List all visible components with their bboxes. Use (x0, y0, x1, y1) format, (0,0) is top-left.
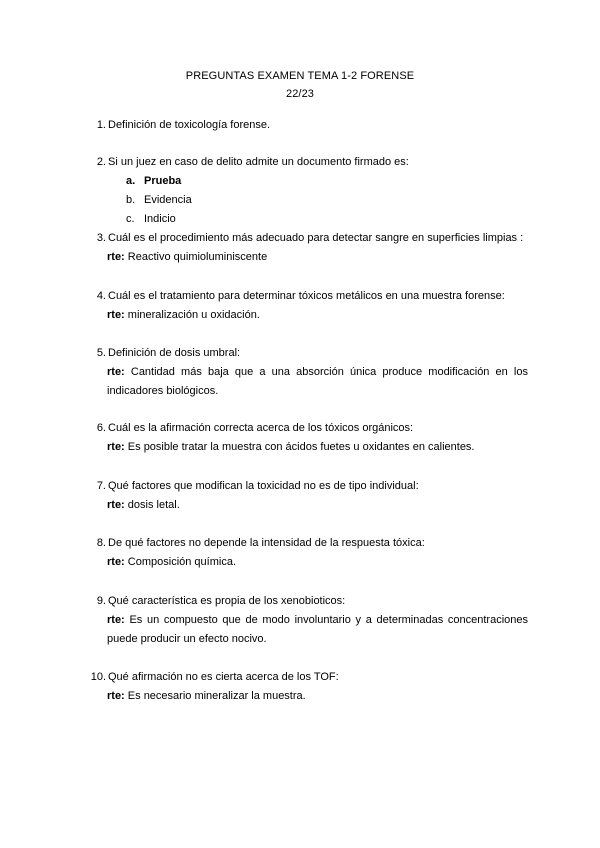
answer-6 (107, 437, 528, 457)
question-number: 8. (96, 537, 106, 549)
answer-text: Es necesario mineralizar la muestra. (127, 690, 306, 702)
answer-label: rte: (107, 251, 125, 263)
answer-text: Es un compuesto que de modo involuntario y a determinadas concentraciones (129, 614, 528, 626)
question-text: Cuál es el procedimiento más adecuado para detectar sangre en superficies limpias : (108, 232, 524, 244)
document-year: 22/23 (285, 88, 315, 100)
question-text: De qué factores no depende la intensidad de la respuesta tóxica: (108, 537, 425, 549)
option-text: Evidencia (144, 194, 192, 206)
answer-label: rte: (107, 309, 125, 321)
question-text: Cuál es la afirmación correcta acerca de los tóxicos orgánicos: (108, 422, 414, 434)
question-number: 6. (96, 422, 106, 434)
option-text: Indicio (144, 213, 176, 225)
answer-3 (107, 247, 528, 267)
question-text: Definición de dosis umbral: (108, 347, 241, 359)
option-letter: c. (126, 213, 135, 225)
answer-label: rte: (107, 366, 125, 378)
answer-label: rte: (107, 441, 125, 453)
answer-text: Reactivo quimioluminiscente (127, 251, 268, 263)
answer-9-line-2: puede producir un efecto nocivo. (107, 633, 267, 645)
option-a (126, 172, 181, 191)
question-text: Qué factores que modifican la toxicidad no es de tipo individual: (108, 480, 419, 492)
answer-label: rte: (107, 690, 125, 702)
answer-7 (107, 495, 528, 515)
question-text: Cuál es el tratamiento para determinar tóxicos metálicos en una muestra forense: (108, 290, 505, 302)
question-text: Qué característica es propia de los xenobioticos: (108, 595, 346, 607)
question-text: Definición de toxicología forense. (108, 119, 271, 131)
question-number: 4. (96, 290, 106, 302)
question-number: 9. (96, 595, 106, 607)
answer-9-line-1 (107, 610, 528, 630)
question-number: 3. (96, 232, 106, 244)
answer-text: Es posible tratar la muestra con ácidos fuetes u oxidantes en calientes. (127, 441, 475, 453)
answer-label: rte: (107, 499, 125, 511)
answer-text: Composición química. (127, 556, 237, 568)
answer-text: Cantidad más baja que a una absorción única produce modificación en los (130, 366, 528, 378)
question-number: 7. (96, 480, 106, 492)
option-text: Prueba (144, 175, 182, 187)
question-text: Si un juez en caso de delito admite un documento firmado es: (108, 156, 409, 168)
option-c (126, 210, 176, 229)
answer-label: rte: (107, 556, 125, 568)
answer-text: mineralización u oxidación. (127, 309, 260, 321)
option-letter: b. (126, 194, 136, 206)
option-b (126, 191, 192, 210)
answer-4 (107, 305, 528, 325)
question-number: 10. (90, 671, 106, 683)
option-letter: a. (126, 175, 136, 187)
answer-10 (107, 686, 528, 706)
answer-5-line-2: indicadores biológicos. (107, 385, 219, 397)
answer-8 (107, 552, 528, 572)
document-title: PREGUNTAS EXAMEN TEMA 1-2 FORENSE (185, 70, 415, 82)
question-number: 2. (96, 156, 106, 168)
question-number: 1. (96, 119, 106, 131)
answer-5-line-1 (107, 362, 528, 382)
question-number: 5. (96, 347, 106, 359)
answer-text: dosis letal. (127, 499, 180, 511)
question-text: Qué afirmación no es cierta acerca de los TOF: (108, 671, 339, 683)
answer-label: rte: (107, 614, 125, 626)
